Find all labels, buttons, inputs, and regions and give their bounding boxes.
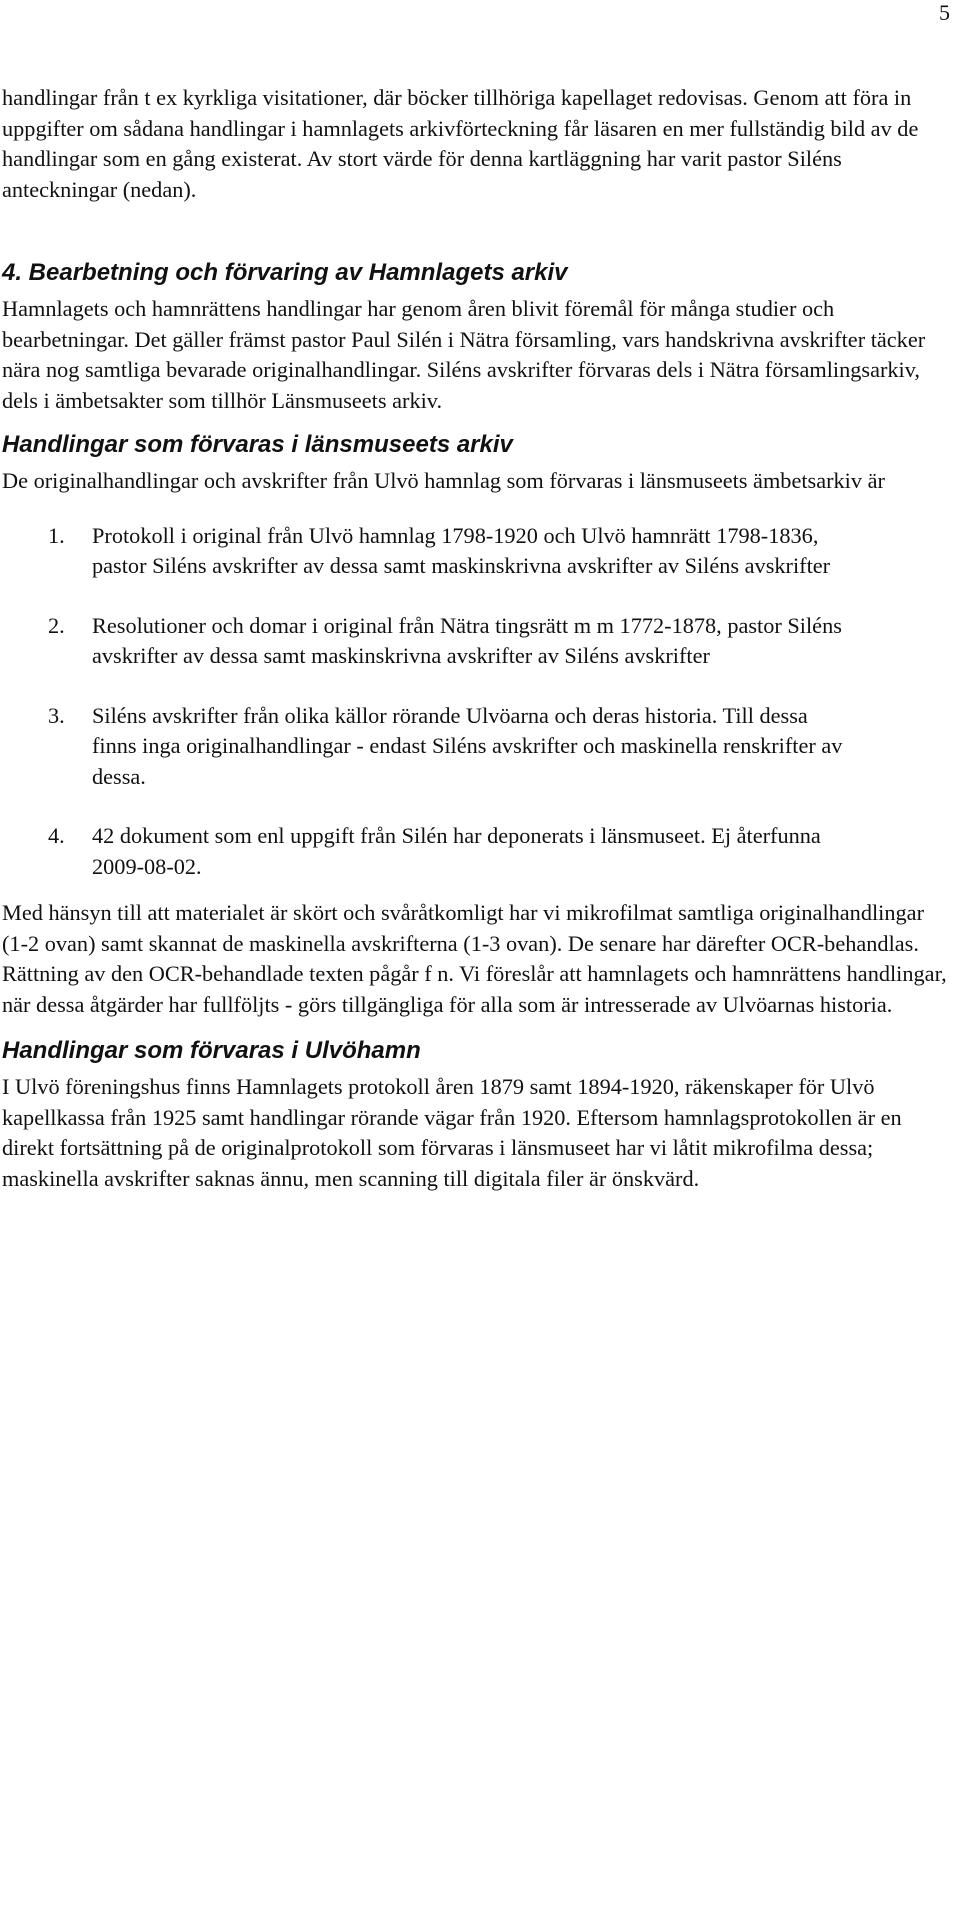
list-item-number: 1. bbox=[48, 522, 65, 548]
document-list bbox=[2, 521, 947, 883]
ulvohamn-heading: Handlingar som förvaras i Ulvöhamn bbox=[2, 1037, 421, 1064]
list-item bbox=[2, 521, 947, 582]
section-4-heading: 4. Bearbetning och förvaring av Hamnlagets arkiv bbox=[2, 259, 568, 286]
list-item-text: Siléns avskrifter från olika källor rörande Ulvöarna och deras historia. Till dessa finns inga originalhandlingar - endast Siléns avskrifter och maskinella renskrifter av dessa. bbox=[92, 702, 843, 789]
page-number: 5 bbox=[939, 0, 950, 25]
list-item-text: Resolutioner och domar i original från Nätra tingsrätt m m 1772-1878, pastor Siléns avskrifter av dessa samt maskinskrivna avskrifter av Siléns avskrifter bbox=[92, 612, 842, 668]
list-item bbox=[2, 611, 947, 672]
list-item-number: 3. bbox=[48, 702, 65, 728]
lansmuseet-heading: Handlingar som förvaras i länsmuseets arkiv bbox=[2, 431, 513, 458]
list-item-text: 42 dokument som enl uppgift från Silén har deponerats i länsmuseet. Ej återfunna 2009-08-02. bbox=[92, 823, 821, 879]
hansyn-paragraph: Med hänsyn till att materialet är skört och svåråtkomligt har vi mikrofilmat samtliga originalhandlingar (1-2 ovan) samt skannat de maskinella avskrifterna (1-3 ovan). De senare har därefter OCR-behandlas. Rättning av den OCR-behandlade texten pågår f n. Vi föreslår att hamnlagets och hamnrättens handlingar, när dessa åtgärder har fullföljts - görs tillgängliga för alla som är intresserade av Ulvöarnas historia. bbox=[2, 900, 947, 1017]
page-content bbox=[2, 83, 947, 1194]
intro-paragraph: handlingar från t ex kyrkliga visitationer, där böcker tillhöriga kapellaget redovisas. Genom att föra in uppgifter om sådana handlingar i hamnlagets arkivförteckning får läsaren en mer fullständig bild av de handlingar som en gång existerat. Av stort värde för denna kartläggning har varit pastor Siléns anteckningar (nedan). bbox=[2, 85, 919, 202]
list-item-number: 4. bbox=[48, 823, 65, 848]
list-item bbox=[2, 701, 947, 793]
ulvohamn-paragraph: I Ulvö föreningshus finns Hamnlagets protokoll åren 1879 samt 1894-1920, räkenskaper för Ulvö kapellkassa från 1925 samt handlingar rörande vägar från 1920. Eftersom hamnlagsprotokollen är en direkt fortsättning på de originalprotokoll som förvaras i länsmuseet har vi låtit mikrofilma dessa; maskinella avskrifter saknas ännu, men scanning till digitala filer är önskvärd. bbox=[2, 1074, 902, 1191]
list-item bbox=[2, 821, 947, 882]
lansmuseet-paragraph: De originalhandlingar och avskrifter från Ulvö hamnlag som förvaras i länsmuseets ämbetsarkiv är bbox=[2, 468, 885, 493]
section-4-paragraph: Hamnlagets och hamnrättens handlingar har genom åren blivit föremål för många studier och bearbetningar. Det gäller främst pastor Paul Silén i Nätra församling, vars handskrivna avskrifter täcker nära nog samtliga bevarade originalhandlingar. Siléns avskrifter förvaras dels i Nätra församlingsarkiv, dels i ämbetsakter som tillhör Länsmuseets arkiv. bbox=[2, 296, 926, 413]
list-item-number: 2. bbox=[48, 612, 65, 638]
list-item-text: Protokoll i original från Ulvö hamnlag 1798-1920 och Ulvö hamnrätt 1798-1836, pastor Siléns avskrifter av dessa samt maskinskrivna avskrifter av Siléns avskrifter bbox=[92, 522, 831, 578]
